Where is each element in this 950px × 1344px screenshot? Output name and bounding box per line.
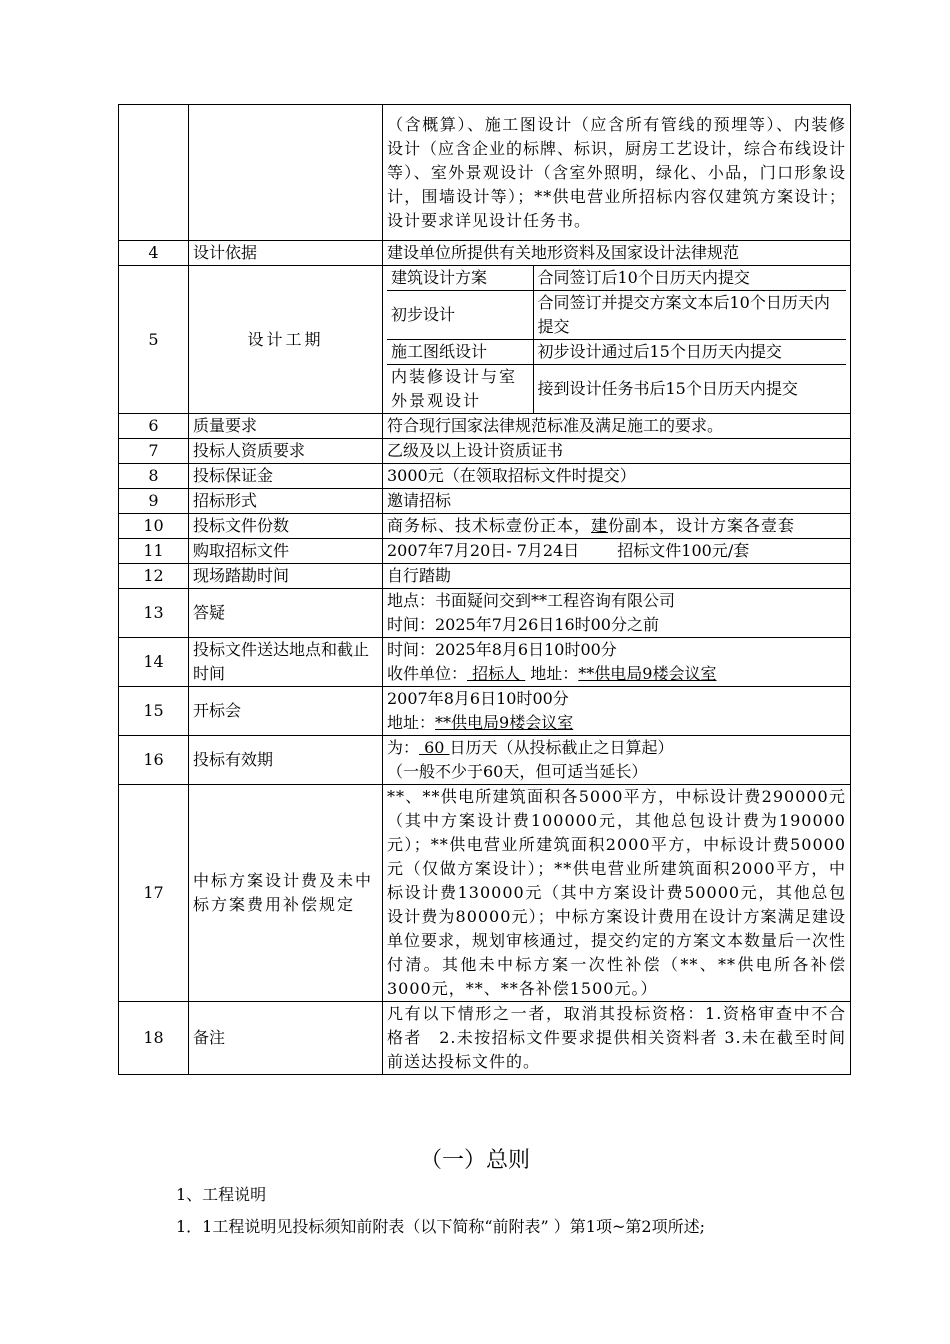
phase-cell: 施工图纸设计 xyxy=(387,340,533,365)
row-number-cell: 14 xyxy=(119,638,189,687)
row-number-cell: 4 xyxy=(119,241,189,266)
validity-note: （一般不少于60天，但可适当延长） xyxy=(387,762,648,781)
phase-cell: 内装修设计与室外景观设计 xyxy=(387,365,533,414)
address-value: **供电局9楼会议室 xyxy=(578,664,717,683)
row-label-cell: 开标会 xyxy=(189,687,383,736)
section-item-heading: 1、工程说明 xyxy=(176,1185,267,1204)
table-row xyxy=(119,489,851,514)
copies-text: 商务标、技术标壹份正本， xyxy=(387,516,592,535)
address-label: 地址： xyxy=(525,664,579,683)
term-cell: 合同签订并提交方案文本后10个日历天内提交 xyxy=(533,291,846,340)
row-number-cell: 13 xyxy=(119,589,189,638)
row-number-cell: 10 xyxy=(119,514,189,539)
row-number-cell: 8 xyxy=(119,464,189,489)
section-item-text: 1．1工程说明见投标须知前附表（以下简称“前附表” ）第1项~第2项所述; xyxy=(176,1217,705,1236)
row-number-cell: 9 xyxy=(119,489,189,514)
row-label-cell: 投标文件份数 xyxy=(189,514,383,539)
row-content-cell: 3000元（在领取招标文件时提交） xyxy=(383,464,851,489)
design-schedule-table xyxy=(387,266,846,413)
validity-label: 为： xyxy=(387,738,420,757)
row-number-cell: 7 xyxy=(119,439,189,464)
opening-time: 2007年8月6日10时00分 xyxy=(387,689,569,708)
row-label-cell: 投标人资质要求 xyxy=(189,439,383,464)
table-row xyxy=(119,785,851,1002)
row-content-cell: **、**供电所建筑面积各5000平方，中标设计费290000元（其中方案设计费100000元，其他总包设计费为190000元）；**供电营业所建筑面积2000平方，中标设计费50000元（仅做方案设计）；**供电营业所建筑面积2000平方，中标设计费130000元（其中方案设计费50000元，其他总包设计费为80000元）；中标方案设计费用在设计方案满足建设单位要求，规划审核通过，提交约定的方案文本数量后一次性付清。其他未中标方案一次性补偿（**、**供电所各补偿3000元，**、**各补偿1500元。） xyxy=(383,785,851,1002)
copies-text-tail: 份副本，设计方案各壹套 xyxy=(608,516,796,535)
deadline-recipient xyxy=(387,662,846,686)
row-label-cell: 现场踏勘时间 xyxy=(189,564,383,589)
copies-count: 建 xyxy=(591,516,609,535)
row-content-cell: 凡有以下情形之一者，取消其投标资格：1.资格审查中不合格者 2.未按招标文件要求提供相关资料者 3.未在截至时间前送达投标文件的。 xyxy=(383,1002,851,1075)
term-cell: 初步设计通过后15个日历天内提交 xyxy=(533,340,846,365)
table-row xyxy=(119,241,851,266)
table-row xyxy=(119,687,851,736)
opening-address xyxy=(387,711,846,735)
table-row xyxy=(119,266,851,414)
row-content-cell xyxy=(383,736,851,785)
qa-location: 地点：书面疑问交到**工程咨询有限公司 xyxy=(387,591,676,610)
term-cell: 合同签订后10个日历天内提交 xyxy=(533,266,846,291)
row-number-cell: 15 xyxy=(119,687,189,736)
row-label-cell: 答疑 xyxy=(189,589,383,638)
row-content-cell xyxy=(383,539,851,564)
row-content-cell xyxy=(383,638,851,687)
phase-cell: 建筑设计方案 xyxy=(387,266,533,291)
row-number-cell: 6 xyxy=(119,414,189,439)
table-row xyxy=(119,1002,851,1075)
validity-days: 60 xyxy=(419,738,450,757)
bid-info-table xyxy=(118,104,851,1075)
row-label-cell xyxy=(189,105,383,241)
row-content-cell xyxy=(383,514,851,539)
row-content-cell: （含概算）、施工图设计（应含所有管线的预埋等）、内装修设计（应含企业的标牌、标识，厨房工艺设计，综合布线设计等）、室外景观设计（含室外照明，绿化、小品，门口形象设计，围墙设计等）；**供电营业所招标内容仅建筑方案设计；设计要求详见设计任务书。 xyxy=(383,105,851,241)
address-value: **供电局9楼会议室 xyxy=(435,713,574,732)
section-title: （一）总则 xyxy=(419,1148,530,1173)
row-content-cell: 符合现行国家法律规范标准及满足施工的要求。 xyxy=(383,414,851,439)
validity-text: 日历天（从投标截止之日算起） xyxy=(449,738,674,757)
row-label-cell: 备注 xyxy=(189,1002,383,1075)
row-label-cell: 招标形式 xyxy=(189,489,383,514)
row-label-cell: 投标有效期 xyxy=(189,736,383,785)
table-row xyxy=(119,638,851,687)
schedule-row xyxy=(387,340,846,365)
recipient-label: 收件单位： xyxy=(387,664,468,683)
design-schedule-cell xyxy=(383,266,851,414)
schedule-row xyxy=(387,291,846,340)
row-content-cell xyxy=(383,589,851,638)
table-row xyxy=(119,439,851,464)
row-number-cell: 5 xyxy=(119,266,189,414)
address-label: 地址： xyxy=(387,713,436,732)
schedule-row xyxy=(387,266,846,291)
row-label-cell: 设计依据 xyxy=(189,241,383,266)
qa-time: 时间：2025年7月26日16时00分之前 xyxy=(387,615,659,634)
row-label-cell: 质量要求 xyxy=(189,414,383,439)
document-price: 招标文件100元/套 xyxy=(617,541,750,560)
schedule-row xyxy=(387,365,846,414)
table-row xyxy=(119,514,851,539)
row-number-cell: 11 xyxy=(119,539,189,564)
row-content-cell xyxy=(383,687,851,736)
row-number-cell: 17 xyxy=(119,785,189,1002)
table-row xyxy=(119,464,851,489)
validity-period xyxy=(387,736,846,760)
table-row xyxy=(119,414,851,439)
row-content-cell: 自行踏勘 xyxy=(383,564,851,589)
row-number-cell: 16 xyxy=(119,736,189,785)
table-row xyxy=(119,589,851,638)
table-row xyxy=(119,736,851,785)
table-row xyxy=(119,105,851,241)
row-label-cell: 中标方案设计费及未中标方案费用补偿规定 xyxy=(189,785,383,1002)
row-number-cell xyxy=(119,105,189,241)
table-row xyxy=(119,539,851,564)
row-label-cell: 投标文件送达地点和截止时间 xyxy=(189,638,383,687)
row-label-cell: 购取招标文件 xyxy=(189,539,383,564)
table-row xyxy=(119,564,851,589)
row-content-cell: 乙级及以上设计资质证书 xyxy=(383,439,851,464)
phase-cell: 初步设计 xyxy=(387,291,533,340)
purchase-dates: 2007年7月20日- 7月24日 xyxy=(387,541,580,560)
row-content-cell: 邀请招标 xyxy=(383,489,851,514)
recipient-value: 招标人 xyxy=(467,664,526,683)
term-cell: 接到设计任务书后15个日历天内提交 xyxy=(533,365,846,414)
row-label-cell: 投标保证金 xyxy=(189,464,383,489)
row-number-cell: 12 xyxy=(119,564,189,589)
row-number-cell: 18 xyxy=(119,1002,189,1075)
row-label-cell: 设计工期 xyxy=(189,266,383,414)
deadline-time: 时间：2025年8月6日10时00分 xyxy=(387,640,617,659)
row-content-cell: 建设单位所提供有关地形资料及国家设计法律规范 xyxy=(383,241,851,266)
